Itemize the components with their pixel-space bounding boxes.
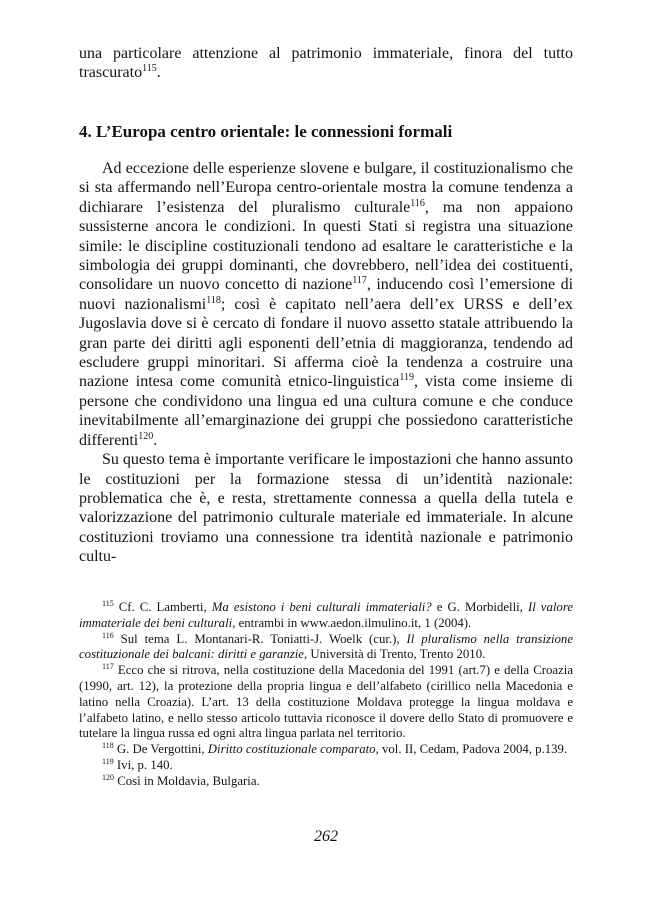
section-heading: 4. L’Europa centro orientale: le connessioni formali: [79, 122, 453, 141]
footnote-ref-119[interactable]: 119: [399, 372, 414, 384]
footnote-ref-116[interactable]: 116: [410, 197, 425, 209]
footnote-117: $^{117}$ Ecco che si ritrova, nella costituzione della Macedonia del 1991 (art.7) e della Croazia (1990, art. 12), la protezione della propria lingua e dell’alfabeto (cirillico nella Macedonia e latino nella Croazia). L’art. 13 della costituzione Moldava protegge la lingua moldava e l’alfabeto latino, e nello stesso articolo tuttavia riconosce il dovere dello Stato di promuovere e tutelare la lingua russa ed ogni altra lingua parlata nel territorio.: [79, 662, 574, 741]
footnote-116: $^{116}$ Sul tema L. Montanari-R. Toniatti-J. Woelk (cur.), Il pluralismo nella transizione costituzionale dei balcani: diritti e garanzie, Università di Trento, Trento 2010.: [79, 630, 574, 662]
footnote-118: $^{118}$ G. De Vergottini, Diritto costituzionale comparato, vol. II, Cedam, Padova 2004, p.139.: [102, 741, 568, 757]
body-paragraph-2: Su questo tema è importante verificare le impostazioni che hanno assunto le costituzioni per la formazione stessa di un’identità nazionale: problematica che è, e resta, strettamente connessa a quella della tutela e valorizzazione del patrimonio culturale materiale ed immateriale. In alcune costituzioni troviamo una connessione tra identità nazionale e patrimonio cultu-: [79, 451, 573, 566]
section-body: [79, 159, 573, 567]
footnote-ref-115[interactable]: 115: [142, 63, 157, 75]
body-paragraph-1: Ad eccezione delle esperienze slovene e bulgare, il costituzionalismo che si sta affermando nell’Europa centro-orientale mostra la comune tendenza a dichiarare l’esistenza del pluralismo culturale$^{116}$, ma non appaiono sussisterne ancora le condizioni. In questi Stati si registra una situazione simile: le discipline costituzionali tendono ad esaltare le caratteristiche e la simbologia dei gruppi dominanti, che dovrebbero, nell’idea dei costituenti, consolidare un nuovo concetto di nazione$^{117}$, inducendo così l’emersione di nuovi nazionalismi$^{118}$; così è capitato nell’aera dell’ex URSS e dell’ex Jugoslavia dove si è cercato di fondare il nuovo assetto statale attribuendo la gran parte dei diritti agli esponenti dell’etnia di maggioranza, tendendo ad escludere gruppi minoritari. Si afferma cioè la tendenza a costruire una nazione intesa come comunità etnico-linguistica$^{119}$, vista come insieme di persone che condividono una lingua ed una cultura comune e che conduce inevitabilmente all’emarginazione dei gruppi che possiedono caratteristiche differenti$^{120}$.: [79, 160, 574, 449]
footnote-ref-117[interactable]: 117: [352, 275, 367, 287]
footnote-119: $^{119}$ Ivi, p. 140.: [102, 756, 173, 772]
carried-over-paragraph: una particolare attenzione al patrimonio immateriale, finora del tutto trascurato$^{115}$.: [79, 45, 573, 82]
footnotes: [79, 600, 573, 790]
footnote-120: $^{120}$ Così in Moldavia, Bulgaria.: [102, 772, 260, 788]
footnote-ref-118[interactable]: 118: [206, 294, 221, 306]
page-number: 262: [314, 828, 338, 845]
book-page: [79, 0, 573, 913]
footnote-115: $^{115}$ Cf. C. Lamberti, Ma esistono i beni culturali immateriali? e G. Morbidelli, Il valore immateriale dei beni culturali, entrambi in www.aedon.ilmulino.it, 1 (2004).: [79, 599, 574, 630]
footnote-ref-120[interactable]: 120: [138, 430, 154, 442]
